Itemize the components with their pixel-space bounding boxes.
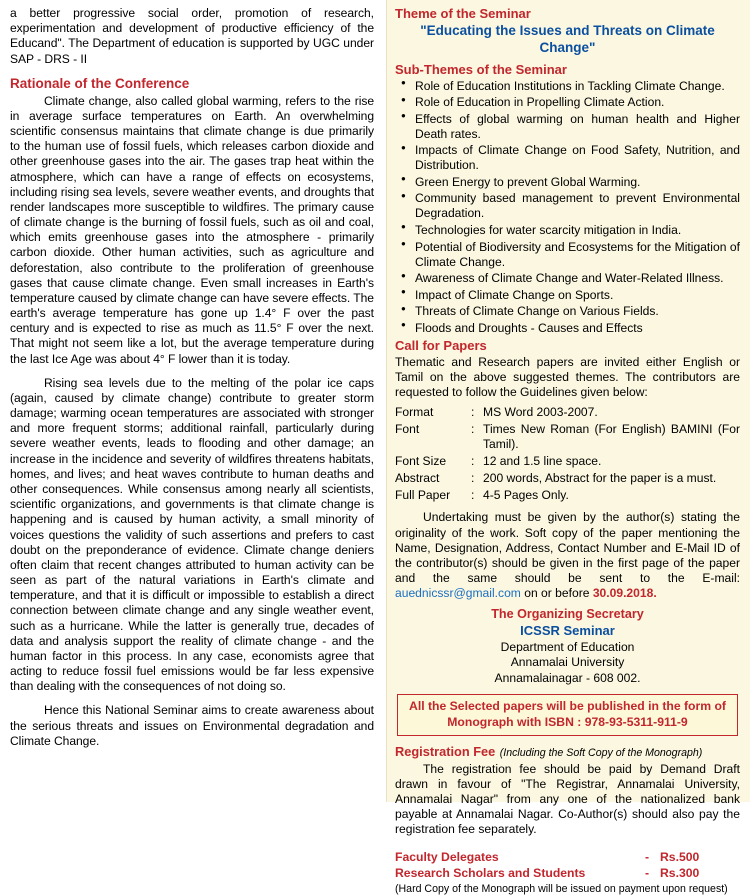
isbn-line-1: All the Selected papers will be published in the form of bbox=[409, 698, 726, 713]
list-item: ● Potential of Biodiversity and Ecosystems for the Mitigation of Climate Change. bbox=[413, 240, 740, 270]
department-name: Department of Education bbox=[500, 639, 635, 654]
table-row bbox=[395, 849, 740, 865]
guideline-key: Full Paper bbox=[395, 487, 451, 502]
guideline-key: Font bbox=[395, 421, 420, 436]
guideline-key: Abstract bbox=[395, 470, 440, 485]
guideline-key: Format bbox=[395, 404, 434, 419]
theme-quote: "Educating the Issues and Threats on Climate Change" bbox=[420, 23, 715, 56]
list-item: ● Role of Education in Propelling Climate Action. bbox=[413, 95, 740, 110]
hardcopy-note: (Hard Copy of the Monograph will be issued on payment upon request) bbox=[395, 882, 728, 895]
deadline-date: 30.09.2018. bbox=[592, 585, 657, 600]
table-row bbox=[395, 454, 740, 471]
seminar-name: ICSSR Seminar bbox=[520, 623, 615, 639]
guideline-value: 4-5 Pages Only. bbox=[483, 487, 569, 502]
intro-paragraph: a better progressive social order, promotion of research, experimentation and development of productive efficiency of the Educand". The Department of education is supported by UGC under SAP - DRS - II bbox=[10, 6, 374, 66]
list-item: ● Effects of global warming on human health and Higher Death rates. bbox=[413, 112, 740, 142]
table-row bbox=[395, 405, 740, 422]
guideline-colon: : bbox=[471, 487, 475, 502]
fee-dash: - bbox=[644, 866, 650, 881]
subthemes-heading: Sub-Themes of the Seminar bbox=[395, 61, 567, 77]
list-item: ● Awareness of Climate Change and Water-Related Illness. bbox=[413, 271, 740, 286]
right-column bbox=[386, 0, 750, 895]
list-item: ● Community based management to prevent Environmental Degradation. bbox=[413, 191, 740, 221]
university-name: Annamalai University bbox=[510, 655, 625, 670]
address-line: Annamalainagar - 608 002. bbox=[494, 671, 641, 686]
guideline-value: MS Word 2003-2007. bbox=[483, 404, 598, 419]
registration-fee-text: The registration fee should be paid by Demand Draft drawn in favour of "The Registrar, Annamalai University, Annamalai Nagar" from any one of the nationalized bank payable at Annamalai Nagar. Co-Author(s) should also pay the registration fee separately. bbox=[395, 761, 740, 836]
rationale-paragraph-3: Hence this National Seminar aims to create awareness about the serious threats and issues on Environmental degradation and Climate Change. bbox=[10, 703, 374, 748]
table-row bbox=[395, 865, 740, 881]
list-item: ● Role of Education Institutions in Tackling Climate Change. bbox=[413, 79, 740, 94]
list-item: ● Impact of Climate Change on Sports. bbox=[413, 288, 740, 303]
guideline-colon: : bbox=[471, 453, 475, 468]
undertaking-text-1: Undertaking must be given by the author(s) stating the originality of the work. Soft copy of the paper mentioning the Name, Designation, Address, Contact Number and E-Mail ID of the contributor(s) should be given in the first page of the paper and the same should be sent to the E-mail: bbox=[395, 510, 740, 585]
call-for-papers-heading: Call for Papers bbox=[395, 337, 487, 353]
registration-fee-note: (Including the Soft Copy of the Monograph) bbox=[499, 746, 703, 759]
list-item: ● Technologies for water scarcity mitigation in India. bbox=[413, 223, 740, 238]
table-row bbox=[395, 488, 740, 505]
subthemes-list bbox=[395, 79, 740, 336]
registration-fee-heading: Registration Fee bbox=[395, 743, 496, 759]
organizer-block bbox=[395, 606, 740, 687]
list-item: ● Floods and Droughts - Causes and Effects bbox=[413, 321, 740, 336]
table-row bbox=[395, 471, 740, 488]
call-for-papers-text: Thematic and Research papers are invited either English or Tamil on the above suggested themes. The contributors are requested to follow the Guidelines given below: bbox=[395, 354, 740, 399]
guideline-value: 200 words, Abstract for the paper is a must. bbox=[483, 470, 717, 485]
guideline-colon: : bbox=[471, 404, 475, 419]
guideline-colon: : bbox=[471, 470, 475, 485]
fee-amount: Rs.500 bbox=[660, 849, 700, 864]
list-item: ● Green Energy to prevent Global Warming. bbox=[413, 175, 740, 190]
rationale-paragraph-2: Rising sea levels due to the melting of the polar ice caps (again, caused by climate change) contribute to greater storm damage; warming ocean temperatures are associated with stronger and more frequent storms; additional rainfall, particularly during severe weather events, leads to flooding and other damage; an increase in the incidence and severity of wildfires threatens habitats, homes, and lives; and heat waves contribute to human deaths and other consequences. While consensus among nearly all scientists, scientific organizations, and governments is that climate change is happening and is caused by human activity, a small minority of voices questions the validity of such assertions and prefers to cast doubt on the preponderance of evidence. Climate change deniers often claim that recent changes attributed to human activity can be seen as part of the natural variations in Earth's climate and temperature, and that it is difficult or impossible to establish a direct connection between climate change and any single weather event, such as a hurricane. While the latter is generally true, decades of data and analysis support the reality of climate change - and the human factor in this process. In any case, economists agree that acting to reduce fossil fuel emissions would be far less expensive than dealing with the consequences of not doing so. bbox=[10, 375, 374, 694]
isbn-callout-box bbox=[397, 694, 738, 736]
table-row bbox=[395, 422, 740, 454]
theme-heading: Theme of the Seminar bbox=[395, 6, 531, 21]
fee-label: Faculty Delegates bbox=[395, 849, 499, 864]
guideline-value: Times New Roman (For English) BAMINI (For Tamil). bbox=[483, 421, 740, 452]
list-item: ● Impacts of Climate Change on Food Safety, Nutrition, and Distribution. bbox=[413, 143, 740, 173]
rationale-paragraph-1: Climate change, also called global warming, refers to the rise in average surface temperatures on Earth. An overwhelming scientific consensus maintains that climate change is due primarily to the human use of fossil fuels, which releases carbon dioxide and other greenhouse gases into the air. The gases trap heat within the atmosphere, which can have a range of effects on ecosystems, including rising sea levels, severe weather events, and droughts that render landscapes more susceptible to wildfires. The primary cause of climate change is the burning of fossil fuels, such as oil and coal, which emits greenhouse gases into the atmosphere - primarily carbon dioxide. Other human activities, such as agriculture and deforestation, also contribute to the proliferation of greenhouse gases that cause climate change. Even small increases in Earth's temperature caused by climate change can have severe effects. The earth's average temperature has gone up 1.4° F over the past century and is expected to rise as much as 11.5° F over the next. That might not seem like a lot, but the average temperature during the last Ice Age was about 4° F lower than it is today. bbox=[10, 93, 374, 366]
undertaking-paragraph bbox=[395, 510, 740, 600]
list-item: ● Threats of Climate Change on Various Fields. bbox=[413, 304, 740, 319]
guidelines-table bbox=[395, 405, 740, 505]
guideline-key: Font Size bbox=[395, 453, 447, 468]
guideline-colon: : bbox=[471, 421, 475, 436]
fee-amount: Rs.300 bbox=[660, 866, 700, 881]
organizing-secretary-label: The Organizing Secretary bbox=[491, 606, 644, 621]
fee-dash: - bbox=[644, 849, 650, 864]
rationale-heading: Rationale of the Conference bbox=[10, 75, 190, 91]
left-column bbox=[0, 0, 386, 802]
undertaking-text-2: on or before bbox=[520, 585, 593, 600]
guideline-value: 12 and 1.5 line space. bbox=[483, 453, 602, 468]
isbn-line-2: Monograph with ISBN : 978-93-5311-911-9 bbox=[447, 714, 688, 729]
registration-fee-block bbox=[395, 743, 740, 837]
fee-label: Research Scholars and Students bbox=[395, 866, 586, 881]
fees-table bbox=[395, 849, 740, 882]
email-link[interactable]: auednicssr@gmail.com bbox=[395, 585, 521, 600]
